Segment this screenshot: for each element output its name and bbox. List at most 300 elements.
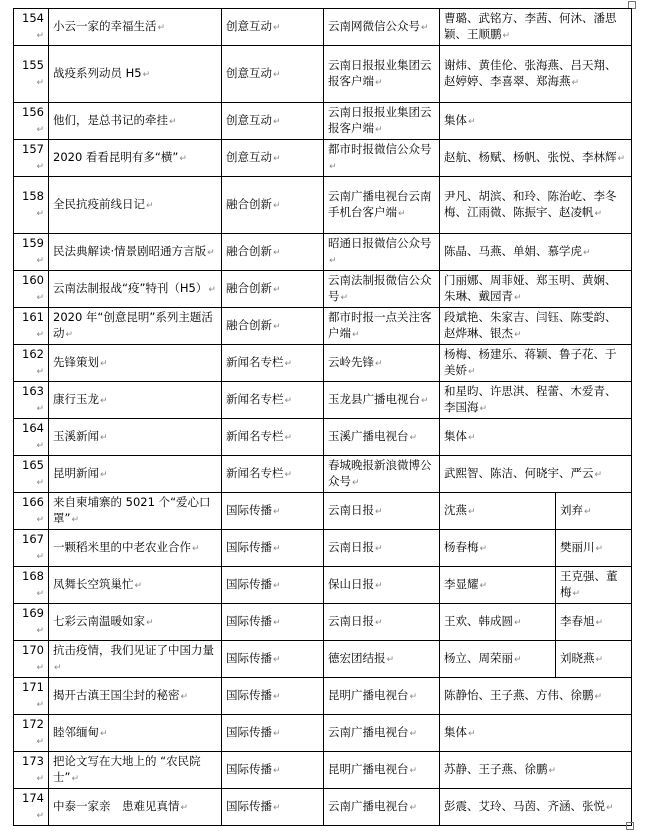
authors-cell-text: 集体 <box>444 113 467 127</box>
authors-cell-text: 集体 <box>444 429 467 443</box>
editor-cell <box>556 493 632 530</box>
paragraph-mark-icon: ↵ <box>36 774 44 784</box>
paragraph-mark-icon: ↵ <box>100 433 108 443</box>
publisher-cell <box>324 530 440 567</box>
table-row <box>14 419 632 456</box>
paragraph-mark-icon: ↵ <box>100 396 108 406</box>
publisher-cell-text: 云南日报 <box>328 503 374 517</box>
row-number-cell-text: 166 <box>22 495 44 509</box>
award-category-cell <box>222 345 324 382</box>
paragraph-mark-icon: ↵ <box>548 766 557 776</box>
publisher-cell <box>324 715 440 752</box>
paragraph-mark-icon: ↵ <box>36 31 44 41</box>
paragraph-mark-icon: ↵ <box>375 125 383 135</box>
award-category-cell <box>222 493 324 530</box>
paragraph-mark-icon: ↵ <box>421 23 429 33</box>
award-category-cell-text: 新闻名专栏 <box>226 355 284 369</box>
paragraph-mark-icon: ↵ <box>273 581 281 591</box>
awards-table <box>13 8 632 826</box>
table-row <box>14 140 632 177</box>
work-title-cell <box>49 46 222 103</box>
row-number-cell <box>14 308 49 345</box>
paragraph-mark-icon: ↵ <box>595 618 604 628</box>
award-category-cell-text: 国际传播 <box>226 688 272 702</box>
paragraph-mark-icon: ↵ <box>273 729 281 739</box>
award-category-cell-text: 创意互动 <box>226 150 272 164</box>
work-title-cell-text: 2020 看看昆明有多“横” <box>53 150 179 164</box>
work-title-cell <box>49 140 222 177</box>
publisher-cell-text: 春城晚报新浪微博公众号 <box>328 458 432 488</box>
award-category-cell-text: 融合创新 <box>226 244 272 258</box>
award-category-cell-text: 国际传播 <box>226 725 272 739</box>
award-category-cell <box>222 752 324 789</box>
row-number-cell-text: 161 <box>22 310 44 324</box>
paragraph-mark-icon: ↵ <box>36 162 44 172</box>
publisher-cell <box>324 641 440 678</box>
publisher-cell-text: 云南广播电视台云南手机台客户端 <box>328 189 432 219</box>
row-number-cell-text: 160 <box>22 273 44 287</box>
publisher-cell-text: 玉龙县广播电视台 <box>328 392 420 406</box>
award-category-cell-text: 国际传播 <box>226 651 272 665</box>
authors-cell-text: 李显耀 <box>444 577 479 591</box>
paragraph-mark-icon: ↵ <box>479 544 488 554</box>
award-category-cell <box>222 678 324 715</box>
paragraph-mark-icon: ↵ <box>36 441 44 451</box>
paragraph-mark-icon: ↵ <box>273 201 281 211</box>
paragraph-mark-icon: ↵ <box>36 330 44 340</box>
authors-cell <box>440 308 632 345</box>
publisher-cell <box>324 234 440 271</box>
row-number-cell-text: 154 <box>22 11 44 25</box>
paragraph-mark-icon: ↵ <box>284 396 293 406</box>
authors-cell-text: 曹璐、武铭方、李茜、何沐、潘思颖、王顺鹏 <box>444 11 617 41</box>
paragraph-mark-icon: ↵ <box>169 117 177 127</box>
row-number-cell <box>14 604 49 641</box>
paragraph-mark-icon: ↵ <box>273 117 281 127</box>
publisher-cell <box>324 103 440 140</box>
editor-cell-text: 樊丽川 <box>560 540 595 554</box>
row-number-cell-text: 170 <box>22 643 44 657</box>
table-row <box>14 103 632 140</box>
paragraph-mark-icon: ↵ <box>468 507 476 517</box>
paragraph-mark-icon: ↵ <box>595 655 604 665</box>
paragraph-mark-icon: ↵ <box>65 330 74 340</box>
table-row <box>14 234 632 271</box>
publisher-cell-text: 昆明广播电视台 <box>328 762 409 776</box>
work-title-cell-text: 七彩云南温暖如家 <box>53 614 145 628</box>
paragraph-mark-icon: ↵ <box>594 209 603 219</box>
row-number-cell-text: 167 <box>22 532 44 546</box>
paragraph-mark-icon: ↵ <box>617 154 626 164</box>
award-category-cell-text: 创意互动 <box>226 66 272 80</box>
award-category-cell <box>222 308 324 345</box>
award-category-cell <box>222 789 324 826</box>
authors-cell <box>440 567 556 604</box>
paragraph-mark-icon: ↵ <box>36 552 44 562</box>
publisher-cell <box>324 308 440 345</box>
award-category-cell-text: 创意互动 <box>226 19 272 33</box>
paragraph-mark-icon: ↵ <box>36 589 44 599</box>
table-row <box>14 493 632 530</box>
paragraph-mark-icon: ↵ <box>273 618 281 628</box>
paragraph-mark-icon: ↵ <box>421 396 429 406</box>
paragraph-mark-icon: ↵ <box>375 581 383 591</box>
paragraph-mark-icon: ↵ <box>36 367 44 377</box>
authors-cell-text: 王欢、韩成圆 <box>444 614 513 628</box>
award-category-cell <box>222 382 324 419</box>
work-title-cell <box>49 752 222 789</box>
publisher-cell-text: 云南日报报业集团云报客户端 <box>328 105 432 135</box>
editor-cell <box>556 604 632 641</box>
row-number-cell <box>14 789 49 826</box>
paragraph-mark-icon: ↵ <box>468 117 476 127</box>
row-number-cell-text: 169 <box>22 606 44 620</box>
paragraph-mark-icon: ↵ <box>71 515 80 525</box>
paragraph-mark-icon: ↵ <box>208 285 216 295</box>
work-title-cell <box>49 678 222 715</box>
award-category-cell-text: 国际传播 <box>226 540 272 554</box>
publisher-cell-text: 云南日报 <box>328 540 374 554</box>
row-number-cell <box>14 641 49 678</box>
work-title-cell <box>49 9 222 46</box>
row-number-cell-text: 162 <box>22 347 44 361</box>
row-number-cell-text: 157 <box>22 142 44 156</box>
editor-cell-text: 刘晓燕 <box>560 651 595 665</box>
award-category-cell <box>222 641 324 678</box>
paragraph-mark-icon: ↵ <box>514 293 522 303</box>
work-title-cell <box>49 308 222 345</box>
row-number-cell-text: 158 <box>22 189 44 203</box>
paragraph-mark-icon: ↵ <box>584 507 592 517</box>
publisher-cell-text: 都市时报微信公众号 <box>328 142 432 156</box>
paragraph-mark-icon: ↵ <box>594 692 603 702</box>
work-title-cell <box>49 567 222 604</box>
authors-cell-text: 沈燕 <box>444 503 467 517</box>
publisher-cell-text: 德宏团结报 <box>328 651 386 665</box>
authors-cell <box>440 345 632 382</box>
paragraph-mark-icon: ↵ <box>502 31 511 41</box>
paragraph-mark-icon: ↵ <box>572 589 581 599</box>
row-number-cell <box>14 9 49 46</box>
authors-cell-text: 杨立、周荣丽 <box>444 651 513 665</box>
work-title-cell <box>49 103 222 140</box>
award-category-cell <box>222 604 324 641</box>
authors-cell <box>440 419 632 456</box>
paragraph-mark-icon: ↵ <box>375 618 383 628</box>
authors-cell-text: 杨春梅 <box>444 540 479 554</box>
authors-cell-text: 赵航、杨赋、杨帆、张悦、李林辉 <box>444 150 617 164</box>
table-row <box>14 641 632 678</box>
award-category-cell-text: 新闻名专栏 <box>226 466 284 480</box>
authors-cell-text: 彭震、艾玲、马茵、齐涵、张悦 <box>444 799 605 813</box>
work-title-cell-text: 战疫系列动员 H5 <box>53 66 142 80</box>
paragraph-mark-icon: ↵ <box>273 248 281 258</box>
award-category-cell-text: 国际传播 <box>226 762 272 776</box>
paragraph-mark-icon: ↵ <box>36 737 44 747</box>
work-title-cell-text: 他们，是总书记的牵挂 <box>53 113 168 127</box>
publisher-cell <box>324 271 440 308</box>
publisher-cell <box>324 456 440 493</box>
authors-cell-text: 尹凡、胡滨、和玲、陈治屹、李冬梅、江雨微、陈振宇、赵凌帆 <box>444 189 617 219</box>
award-category-cell-text: 新闻名专栏 <box>226 429 284 443</box>
paragraph-mark-icon: ↵ <box>146 201 154 211</box>
paragraph-mark-icon: ↵ <box>157 23 166 33</box>
table-row <box>14 567 632 604</box>
row-number-cell-text: 159 <box>22 236 44 250</box>
award-category-cell <box>222 103 324 140</box>
award-category-cell-text: 国际传播 <box>226 614 272 628</box>
publisher-cell <box>324 419 440 456</box>
paragraph-mark-icon: ↵ <box>36 404 44 414</box>
table-row <box>14 456 632 493</box>
authors-cell <box>440 9 632 46</box>
authors-cell <box>440 641 556 678</box>
work-title-cell <box>49 271 222 308</box>
paragraph-mark-icon: ↵ <box>479 581 488 591</box>
paragraph-mark-icon: ↵ <box>284 470 293 480</box>
authors-cell <box>440 103 632 140</box>
work-title-cell <box>49 419 222 456</box>
work-title-cell <box>49 177 222 234</box>
publisher-cell <box>324 678 440 715</box>
editor-cell-text: 王克强、董梅 <box>560 569 618 599</box>
award-category-cell <box>222 715 324 752</box>
editor-cell <box>556 567 632 604</box>
paragraph-mark-icon: ↵ <box>468 367 476 377</box>
authors-cell-text: 和星昀、许思淇、程蕾、木爱青、李国海 <box>444 384 617 414</box>
publisher-cell <box>324 345 440 382</box>
work-title-cell-text: 玉溪新闻 <box>53 429 99 443</box>
work-title-cell <box>49 715 222 752</box>
paragraph-mark-icon: ↵ <box>36 478 44 488</box>
paragraph-mark-icon: ↵ <box>36 663 44 673</box>
paragraph-mark-icon: ↵ <box>375 544 383 554</box>
publisher-cell-text: 昭通日报微信公众号 <box>328 236 432 250</box>
table-row <box>14 9 632 46</box>
work-title-cell <box>49 789 222 826</box>
authors-cell-text: 陈静怡、王子燕、方伟、徐鹏 <box>444 688 594 702</box>
award-category-cell <box>222 271 324 308</box>
paragraph-mark-icon: ↵ <box>100 359 108 369</box>
paragraph-mark-icon: ↵ <box>409 692 418 702</box>
authors-cell-text: 陈晶、马燕、单娟、慕学虎 <box>444 244 582 258</box>
paragraph-mark-icon: ↵ <box>192 544 200 554</box>
work-title-cell-text: 一颗稻米里的中老农业合作 <box>53 540 191 554</box>
paragraph-mark-icon: ↵ <box>273 70 281 80</box>
paragraph-mark-icon: ↵ <box>340 293 349 303</box>
award-category-cell <box>222 530 324 567</box>
row-number-cell-text: 168 <box>22 569 44 583</box>
paragraph-mark-icon: ↵ <box>409 729 418 739</box>
row-number-cell <box>14 234 49 271</box>
work-title-cell-text: 昆明新闻 <box>53 466 99 480</box>
publisher-cell-text: 云南日报 <box>328 614 374 628</box>
publisher-cell <box>324 46 440 103</box>
row-number-cell <box>14 382 49 419</box>
table-row <box>14 382 632 419</box>
paragraph-mark-icon: ↵ <box>398 209 406 219</box>
paragraph-mark-icon: ↵ <box>100 729 108 739</box>
row-number-cell <box>14 752 49 789</box>
authors-cell <box>440 177 632 234</box>
publisher-cell <box>324 493 440 530</box>
row-number-cell <box>14 456 49 493</box>
publisher-cell <box>324 752 440 789</box>
publisher-cell <box>324 789 440 826</box>
paragraph-mark-icon: ↵ <box>284 433 293 443</box>
paragraph-mark-icon: ↵ <box>179 154 187 164</box>
paragraph-mark-icon: ↵ <box>514 330 522 340</box>
row-number-cell-text: 171 <box>22 680 44 694</box>
paragraph-mark-icon: ↵ <box>273 655 281 665</box>
paragraph-mark-icon: ↵ <box>606 803 614 813</box>
paragraph-mark-icon: ↵ <box>329 162 337 172</box>
paragraph-mark-icon: ↵ <box>352 330 360 340</box>
work-title-cell <box>49 345 222 382</box>
work-title-cell-text: 揭开古滇王国尘封的秘密 <box>53 688 180 702</box>
row-number-cell <box>14 567 49 604</box>
table-row <box>14 789 632 826</box>
row-number-cell-text: 165 <box>22 458 44 472</box>
paragraph-mark-icon: ↵ <box>375 78 383 88</box>
authors-cell <box>440 493 556 530</box>
row-number-cell-text: 156 <box>22 105 44 119</box>
editor-cell-text: 李春旭 <box>560 614 595 628</box>
paragraph-mark-icon: ↵ <box>284 359 293 369</box>
award-category-cell-text: 国际传播 <box>226 799 272 813</box>
authors-cell-text: 谢炜、黄佳伦、张海燕、吕天翔、赵婷婷、李喜翠、郑海燕 <box>444 58 617 88</box>
paragraph-mark-icon: ↵ <box>36 626 44 636</box>
work-title-cell-text: 先锋策划 <box>53 355 99 369</box>
row-number-cell <box>14 493 49 530</box>
authors-cell <box>440 604 556 641</box>
authors-cell <box>440 715 632 752</box>
award-category-cell-text: 融合创新 <box>226 281 272 295</box>
publisher-cell-text: 云南日报报业集团云报客户端 <box>328 58 432 88</box>
award-category-cell <box>222 140 324 177</box>
paragraph-mark-icon: ↵ <box>273 803 281 813</box>
authors-cell <box>440 382 632 419</box>
paragraph-mark-icon: ↵ <box>36 293 44 303</box>
paragraph-mark-icon: ↵ <box>273 766 281 776</box>
row-number-cell <box>14 678 49 715</box>
work-title-cell <box>49 234 222 271</box>
paragraph-mark-icon: ↵ <box>468 433 476 443</box>
editor-cell <box>556 641 632 678</box>
award-category-cell <box>222 567 324 604</box>
work-title-cell <box>49 456 222 493</box>
paragraph-mark-icon: ↵ <box>273 692 281 702</box>
paragraph-mark-icon: ↵ <box>36 209 44 219</box>
row-number-cell <box>14 530 49 567</box>
table-row <box>14 271 632 308</box>
authors-cell <box>440 234 632 271</box>
paragraph-mark-icon: ↵ <box>514 655 522 665</box>
paragraph-mark-icon: ↵ <box>273 322 281 332</box>
award-category-cell-text: 融合创新 <box>226 318 272 332</box>
editor-cell-text: 刘弃 <box>560 503 583 517</box>
paragraph-mark-icon: ↵ <box>479 404 488 414</box>
award-category-cell <box>222 9 324 46</box>
award-category-cell-text: 创意互动 <box>226 113 272 127</box>
work-title-cell <box>49 604 222 641</box>
row-number-cell <box>14 715 49 752</box>
authors-cell-text: 门丽娜、周菲娅、郑玉明、黄娴、朱琳、戴园青 <box>444 273 617 303</box>
row-number-cell-text: 155 <box>22 58 44 72</box>
paragraph-mark-icon: ↵ <box>134 581 143 591</box>
work-title-cell-text: 小云一家的幸福生活 <box>53 19 157 33</box>
paragraph-mark-icon: ↵ <box>142 70 151 80</box>
paragraph-mark-icon: ↵ <box>329 256 337 266</box>
work-title-cell-text: 睦邻缅甸 <box>53 725 99 739</box>
work-title-cell-text: 康行玉龙 <box>53 392 99 406</box>
table-row <box>14 46 632 103</box>
paragraph-mark-icon: ↵ <box>273 544 281 554</box>
row-number-cell <box>14 46 49 103</box>
work-title-cell-text: 2020 年“创意昆明”系列主题活动 <box>53 310 213 340</box>
publisher-cell <box>324 177 440 234</box>
paragraph-mark-icon: ↵ <box>54 663 62 673</box>
award-category-cell <box>222 46 324 103</box>
table-row <box>14 530 632 567</box>
row-number-cell <box>14 271 49 308</box>
publisher-cell <box>324 140 440 177</box>
work-title-cell-text: 来自柬埔寨的 5021 个“爱心口罩” <box>53 495 211 525</box>
authors-cell <box>440 271 632 308</box>
authors-cell <box>440 140 632 177</box>
publisher-cell-text: 都市时报一点关注客户端 <box>328 310 432 340</box>
table-row <box>14 604 632 641</box>
publisher-cell-text: 云南法制报微信公众号 <box>328 273 432 303</box>
paragraph-mark-icon: ↵ <box>36 811 44 821</box>
award-category-cell-text: 融合创新 <box>226 197 272 211</box>
publisher-cell <box>324 9 440 46</box>
awards-table-body <box>14 9 632 826</box>
authors-cell <box>440 46 632 103</box>
page-corner-mark <box>626 822 634 830</box>
editor-cell <box>556 530 632 567</box>
work-title-cell <box>49 641 222 678</box>
row-number-cell <box>14 177 49 234</box>
row-number-cell-text: 173 <box>22 754 44 768</box>
work-title-cell-text: 中泰一家亲 患难见真情 <box>53 799 180 813</box>
row-number-cell <box>14 140 49 177</box>
paragraph-mark-icon: ↵ <box>146 618 154 628</box>
paragraph-mark-icon: ↵ <box>375 507 383 517</box>
paragraph-mark-icon: ↵ <box>273 23 281 33</box>
table-row <box>14 308 632 345</box>
paragraph-mark-icon: ↵ <box>36 125 44 135</box>
paragraph-mark-icon: ↵ <box>514 618 522 628</box>
row-number-cell-text: 164 <box>22 421 44 435</box>
publisher-cell-text: 云南网微信公众号 <box>328 19 420 33</box>
paragraph-mark-icon: ↵ <box>409 433 418 443</box>
table-row <box>14 752 632 789</box>
publisher-cell-text: 保山日报 <box>328 577 374 591</box>
work-title-cell <box>49 382 222 419</box>
paragraph-mark-icon: ↵ <box>386 655 395 665</box>
row-number-cell <box>14 103 49 140</box>
publisher-cell-text: 玉溪广播电视台 <box>328 429 409 443</box>
paragraph-mark-icon: ↵ <box>352 478 360 488</box>
publisher-cell <box>324 567 440 604</box>
authors-cell-text: 杨梅、杨建乐、蒋颖、鲁子花、于美娇 <box>444 347 617 377</box>
paragraph-mark-icon: ↵ <box>36 256 44 266</box>
paragraph-mark-icon: ↵ <box>409 766 418 776</box>
authors-cell <box>440 678 632 715</box>
authors-cell-text: 苏静、王子燕、徐鹏 <box>444 762 548 776</box>
paragraph-mark-icon: ↵ <box>71 774 80 784</box>
